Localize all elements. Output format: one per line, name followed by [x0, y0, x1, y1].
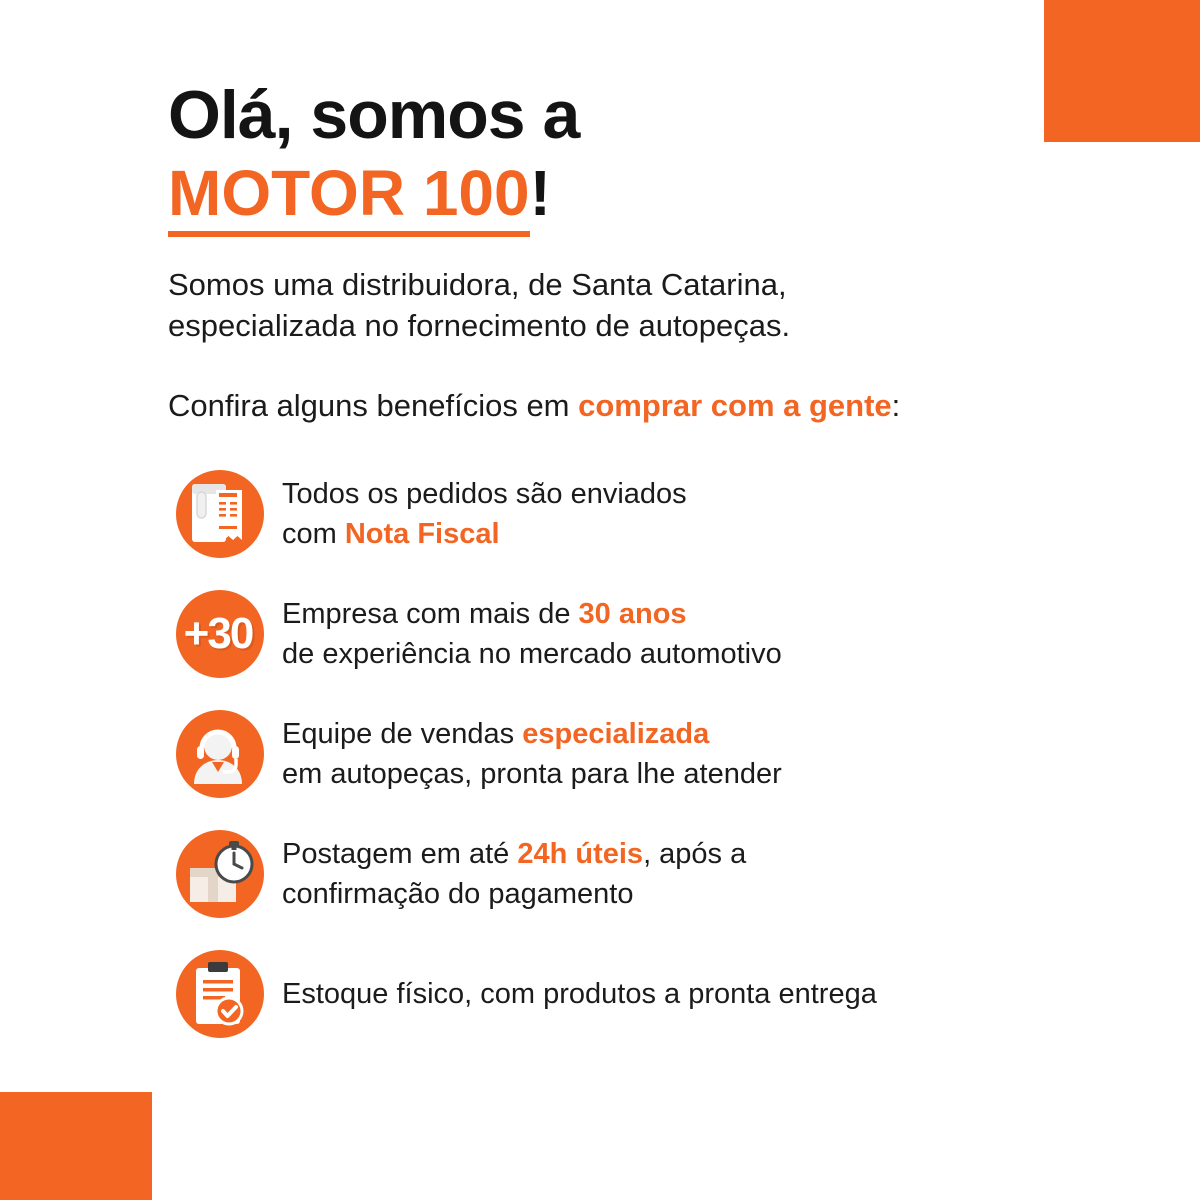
clipboard-check-icon: [168, 944, 268, 1044]
benefit-4-line-1-prefix: Postagem em até: [282, 838, 518, 870]
benefit-1-highlight: Nota Fiscal: [344, 518, 500, 550]
benefit-2-highlight: 30 anos: [578, 598, 687, 630]
bottom-left-orange-square: [0, 1092, 152, 1200]
benefits-lead: [168, 386, 1068, 426]
content-container: [168, 78, 1068, 1062]
headset-agent-icon: [168, 704, 268, 804]
intro-line-1: Somos uma distribuidora, de Santa Catarina,: [168, 267, 787, 302]
plus-30-badge-label: +30: [183, 609, 253, 658]
benefit-3-highlight: especializada: [522, 718, 710, 750]
intro-paragraph: [168, 264, 1068, 346]
list-item: [168, 942, 1068, 1046]
benefit-text: [268, 594, 782, 674]
benefit-4-highlight: 24h úteis: [517, 838, 644, 870]
headline-exclamation: !: [529, 157, 551, 229]
benefit-4-line-2: confirmação do pagamento: [282, 878, 634, 910]
brand-name: MOTOR 100: [168, 157, 530, 237]
benefit-1-line-2-prefix: com: [282, 518, 345, 550]
plus-30-badge-icon: [168, 584, 268, 684]
list-item: [168, 822, 1068, 926]
list-item: [168, 462, 1068, 566]
headline-line-1: Olá, somos a: [168, 77, 580, 153]
receipt-icon: [168, 464, 268, 564]
benefit-4-line-1-suffix: , após a: [643, 838, 747, 870]
benefit-text: [268, 834, 746, 914]
benefit-text: [268, 974, 877, 1014]
benefit-3-line-1-prefix: Equipe de vendas: [282, 718, 523, 750]
benefits-lead-suffix: :: [891, 388, 901, 423]
benefits-lead-prefix: Confira alguns benefícios em: [168, 388, 579, 423]
benefit-1-line-1: Todos os pedidos são enviados: [282, 478, 687, 510]
benefit-3-line-2: em autopeças, pronta para lhe atender: [282, 758, 782, 790]
benefit-2-line-1-prefix: Empresa com mais de: [282, 598, 579, 630]
benefit-5-line-1: Estoque físico, com produtos a pronta entrega: [282, 978, 877, 1010]
list-item: [168, 582, 1068, 686]
package-stopwatch-icon: [168, 824, 268, 924]
benefit-text: [268, 714, 782, 794]
benefits-list: [168, 462, 1068, 1046]
benefit-2-line-2: de experiência no mercado automotivo: [282, 638, 782, 670]
list-item: [168, 702, 1068, 806]
benefit-text: [268, 474, 687, 554]
benefits-lead-highlight: comprar com a gente: [578, 388, 892, 423]
page-title: [168, 78, 1068, 152]
intro-line-2: especializada no fornecimento de autopeças.: [168, 308, 791, 343]
headline-line-2: [168, 158, 1068, 228]
